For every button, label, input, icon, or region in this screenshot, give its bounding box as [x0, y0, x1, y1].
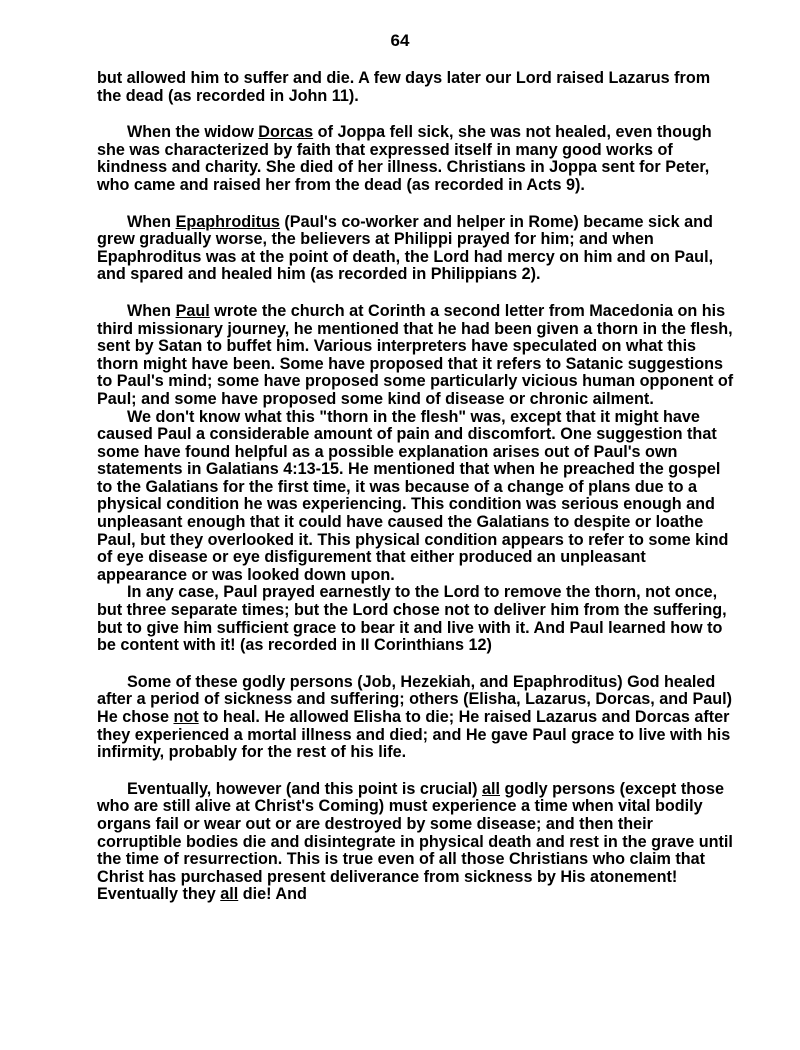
paragraph-8-end: die! And — [238, 885, 307, 904]
paragraph-4-intro: When — [127, 301, 176, 320]
paragraph-3 — [97, 214, 737, 284]
paragraph-4 — [97, 303, 737, 409]
paragraph-3-body: (Paul's co-worker and helper in Rome) became sick and grew gradually worse, the believers at Philippi prayed for him; and when Epaphroditus was at the point of death, the Lord had mercy on him and on Paul, and spared and healed him (as recorded in Philippians 2). — [97, 212, 714, 284]
name-paul: Paul — [175, 301, 210, 320]
emphasis-all-2: all — [220, 885, 239, 904]
paragraph-7-intro: Some of these godly persons (Job, Hezekiah, and Epaphroditus) God healed after a period of sickness and suffering; others (Elisha, Lazarus, Dorcas, and Paul) He chose — [97, 672, 733, 726]
body-text — [97, 70, 737, 904]
paragraph-5: We don't know what this "thorn in the flesh" was, except that it might have caused Paul a considerable amount of pain and discomfort. One suggestion that some have found helpful as a possible explanation arises out of Paul's own statements in Galatians 4:13-15. He mentioned that when he preached the gospel to the Galatians for the first time, it was because of a change of plans due to a physical condition he was experiencing. This condition was serious enough and unpleasant enough that it could have caused the Galatians to despite or loathe Paul, but they overlooked it. This physical condition appears to refer to some kind of eye disease or eye disfigurement that either produced an unpleasant appearance or was looked down upon. — [97, 407, 729, 584]
paragraph-6: In any case, Paul prayed earnestly to the Lord to remove the thorn, not once, but three separate times; but the Lord chose not to deliver him from the suffering, but to give him sufficient grace to bear it and live with it. And Paul learned how to be content with it! (as recorded in II Corinthians 12) — [97, 583, 727, 655]
paragraph-8 — [97, 781, 737, 904]
paragraph-7-body: to heal. He allowed Elisha to die; He raised Lazarus and Dorcas after they experienced a mortal illness and died; and He gave Paul grace to live with his infirmity, probably for the rest of his life. — [97, 708, 731, 762]
paragraph-8-middle: godly persons (except those who are still alive at Christ's Coming) must experience a time when vital bodily organs fail or wear out or are destroyed by some disease; and then their corruptible bodies die and disintegrate in physical death and rest in the grave until the time of resurrection. This is true even of all those Christians who claim that Christ has purchased present deliverance from sickness by His atonement! Eventually they — [97, 779, 733, 904]
emphasis-all-1: all — [482, 779, 501, 798]
paragraph-1: but allowed him to suffer and die. A few days later our Lord raised Lazarus from the dead (as recorded in John 11). — [97, 69, 711, 105]
paragraph-7 — [97, 674, 737, 762]
paragraph-2 — [97, 124, 737, 194]
emphasis-not: not — [173, 708, 199, 726]
name-epaphroditus: Epaphroditus — [175, 212, 280, 231]
paragraph-2-intro: When the widow — [127, 123, 259, 142]
paragraph-3-intro: When — [127, 212, 176, 231]
page-number: 64 — [390, 31, 410, 50]
paragraph-8-intro: Eventually, however (and this point is crucial) — [127, 779, 483, 798]
paragraph-4-body: wrote the church at Corinth a second letter from Macedonia on his third missionary journey, he mentioned that he had been given a thorn in the flesh, sent by Satan to buffet him. Various interpreters have speculated on what this thorn might have been. Some have proposed that it refers to Satanic suggestions to Paul's mind; some have proposed some particularly vicious human opponent of Paul; and some have proposed some kind of disease or chronic ailment. — [97, 301, 734, 408]
name-dorcas: Dorcas — [258, 123, 314, 142]
paragraph-2-body: of Joppa fell sick, she was not healed, even though she was characterized by faith that expressed itself in many good works of kindness and charity. She died of her illness. Christians in Joppa sent for Peter, who came and raised her from the dead (as recorded in Acts 9). — [97, 123, 712, 194]
